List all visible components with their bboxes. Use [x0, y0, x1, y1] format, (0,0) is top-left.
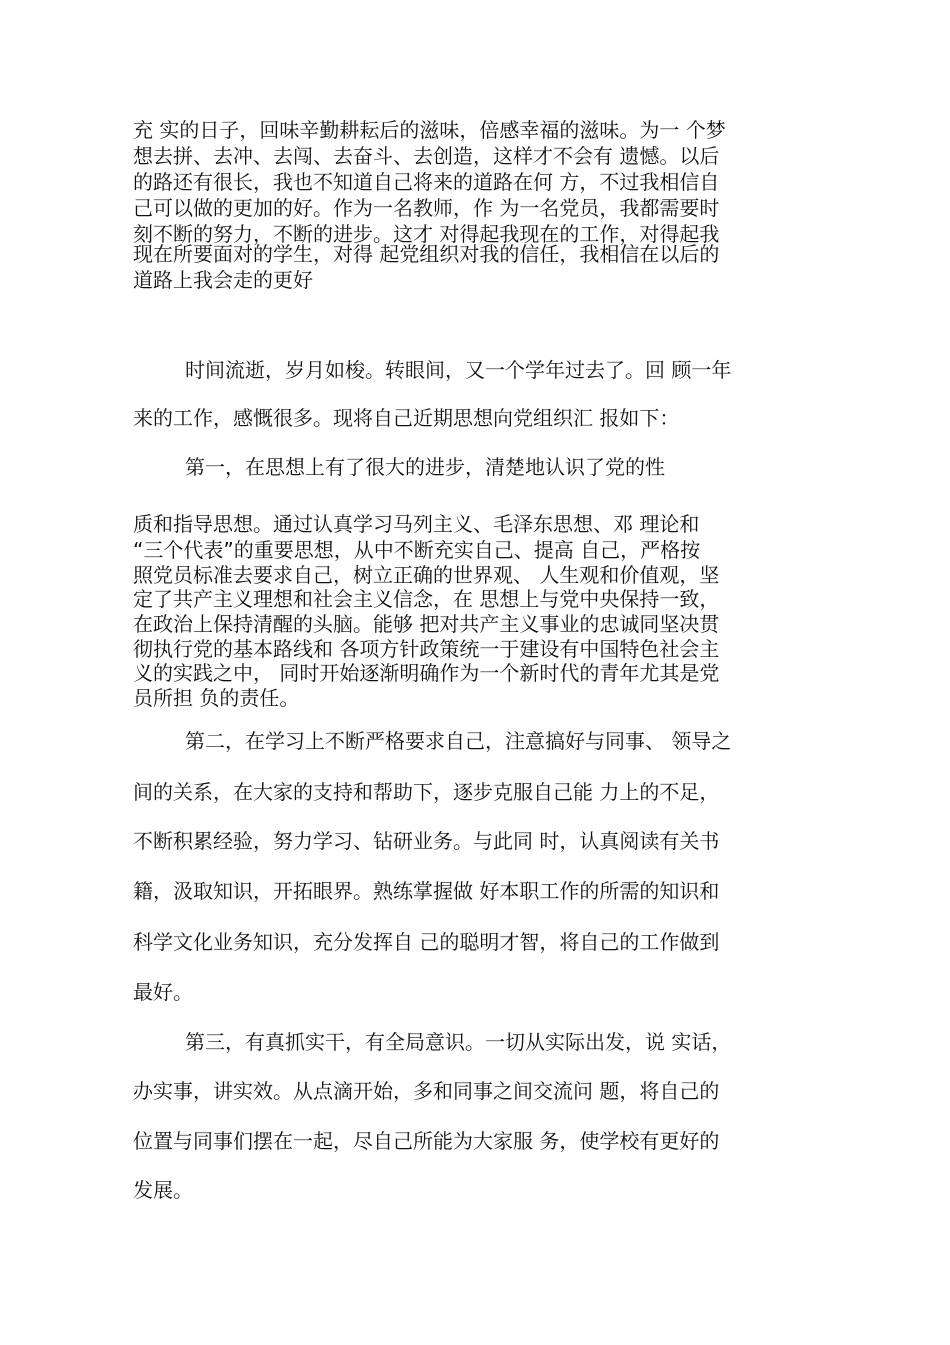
text-line: 发展。 [133, 1178, 193, 1202]
text-line: 籍，汲取知识，开拓眼界。熟练掌握做 好本职工作的所需的知识和 [133, 879, 720, 903]
text-line: 员所担 负的责任。 [133, 686, 300, 710]
text-line: 想去拼、去冲、去闯、去奋斗、去创造，这样才不会有 遗憾。以后 [133, 144, 720, 168]
text-line: 办实事，讲实效。从点滴开始，多和同事之间交流问 题，将自己的 [133, 1079, 720, 1103]
text-line: “三个代表”的重要思想，从中不断充实自己、提高 自己，严格按 [133, 538, 701, 562]
text-line: 刻不断的努力，不断的进步。这才 对得起我现在的工作，对得起我 [133, 222, 720, 246]
text-line: 义的实践之中， 同时开始逐渐明确作为一个新时代的青年尤其是党 [133, 661, 720, 685]
text-line: 不断积累经验，努力学习、钻研业务。与此同 时，认真阅读有关书 [133, 829, 720, 853]
text-line: 第三，有真抓实干，有全局意识。一切从实际出发，说 实话， [185, 1030, 732, 1054]
text-line: 间的关系，在大家的支持和帮助下，逐步克服自己能 力上的不足， [133, 780, 720, 804]
text-line: 位置与同事们摆在一起，尽自己所能为大家服 务，使学校有更好的 [133, 1129, 720, 1153]
text-line: 定了共产主义理想和社会主义信念，在 思想上与党中央保持一致， [133, 587, 720, 611]
text-line: 科学文化业务知识，充分发挥自 己的聪明才智，将自己的工作做到 [133, 930, 720, 954]
text-line: 第一，在思想上有了很大的进步，清楚地认识了党的性 [185, 455, 665, 479]
text-line: 最好。 [133, 980, 193, 1004]
text-line: 道路上我会走的更好 [133, 268, 313, 292]
text-line: 第二，在学习上不断严格要求自己，注意搞好与同事、 领导之 [185, 729, 732, 753]
text-line: 照党员标准去要求自己，树立正确的世界观、 人生观和价值观，坚 [133, 563, 720, 587]
text-line: 时间流逝，岁月如梭。转眼间，又一个学年过去了。回 顾一年 [185, 358, 732, 382]
text-line: 己可以做的更加的好。作为一名教师，作 为一名党员，我都需要时 [133, 196, 720, 220]
text-line: 现在所要面对的学生，对得 起党组织对我的信任，我相信在以后的 [133, 242, 720, 266]
text-line: 彻执行党的基本路线和 各项方针政策统一于建设有中国特色社会主 [133, 637, 720, 661]
text-line: 来的工作，感慨很多。现将自己近期思想向党组织汇 报如下： [133, 406, 680, 430]
text-line: 的路还有很长，我也不知道自己将来的道路在何 方，不过我相信自 [133, 170, 720, 194]
text-line: 质和指导思想。通过认真学习马列主义、毛泽东思想、邓 理论和 [133, 512, 700, 536]
text-line: 在政治上保持清醒的头脑。能够 把对共产主义事业的忠诚同坚决贯 [133, 612, 720, 636]
text-line: 充 实的日子，回味辛勤耕耘后的滋味，倍感幸福的滋味。为一 个梦 [133, 118, 726, 142]
